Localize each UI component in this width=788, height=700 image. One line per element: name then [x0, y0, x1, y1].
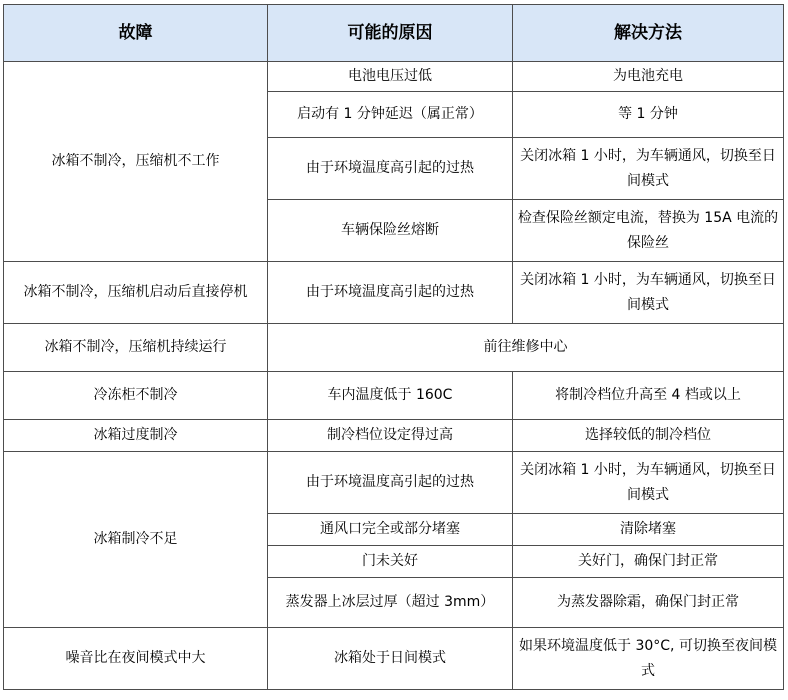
fault-cell: 冰箱不制冷，压缩机启动后直接停机: [4, 262, 268, 324]
solution-cell: 清除堵塞: [513, 514, 784, 546]
table-row: [4, 62, 784, 92]
fault-cell: 冰箱过度制冷: [4, 420, 268, 452]
cause-cell: 由于环境温度高引起的过热: [268, 262, 513, 324]
solution-cell: 将制冷档位升高至 4 档或以上: [513, 372, 784, 420]
solution-cell: 为电池充电: [513, 62, 784, 92]
solution-cell: 关好门，确保门封正常: [513, 546, 784, 578]
fault-cell: 冷冻柜不制冷: [4, 372, 268, 420]
cause-cell: 车内温度低于 160C: [268, 372, 513, 420]
solution-cell: 为蒸发器除霜，确保门封正常: [513, 578, 784, 628]
table-row: [4, 420, 784, 452]
table-header-row: [4, 5, 784, 62]
cause-cell: 门未关好: [268, 546, 513, 578]
fault-cell: 冰箱不制冷，压缩机持续运行: [4, 324, 268, 372]
table-row: [4, 262, 784, 324]
table-row: [4, 372, 784, 420]
cause-cell: 由于环境温度高引起的过热: [268, 452, 513, 514]
solution-cell: 等 1 分钟: [513, 92, 784, 138]
solution-cell: 关闭冰箱 1 小时，为车辆通风，切换至日间模式: [513, 452, 784, 514]
table-row: [4, 324, 784, 372]
cause-cell: 蒸发器上冰层过厚（超过 3mm）: [268, 578, 513, 628]
header-cause: 可能的原因: [268, 5, 513, 62]
cause-cell: 冰箱处于日间模式: [268, 628, 513, 690]
solution-cell: 选择较低的制冷档位: [513, 420, 784, 452]
cause-cell: 车辆保险丝熔断: [268, 200, 513, 262]
table-row: [4, 452, 784, 514]
table-row: [4, 628, 784, 690]
fault-cell: 冰箱不制冷，压缩机不工作: [4, 62, 268, 262]
header-fault: 故障: [4, 5, 268, 62]
header-solution: 解决方法: [513, 5, 784, 62]
troubleshooting-table: [3, 4, 784, 690]
cause-cell: 通风口完全或部分堵塞: [268, 514, 513, 546]
cause-cell: 启动有 1 分钟延迟（属正常）: [268, 92, 513, 138]
merged-solution-cell: 前往维修中心: [268, 324, 784, 372]
cause-cell: 制冷档位设定得过高: [268, 420, 513, 452]
solution-cell: 如果环境温度低于 30°C, 可切换至夜间模式: [513, 628, 784, 690]
fault-cell: 冰箱制冷不足: [4, 452, 268, 628]
solution-cell: 关闭冰箱 1 小时，为车辆通风，切换至日间模式: [513, 138, 784, 200]
solution-cell: 检查保险丝额定电流，替换为 15A 电流的保险丝: [513, 200, 784, 262]
solution-cell: 关闭冰箱 1 小时，为车辆通风，切换至日间模式: [513, 262, 784, 324]
fault-cell: 噪音比在夜间模式中大: [4, 628, 268, 690]
cause-cell: 电池电压过低: [268, 62, 513, 92]
cause-cell: 由于环境温度高引起的过热: [268, 138, 513, 200]
